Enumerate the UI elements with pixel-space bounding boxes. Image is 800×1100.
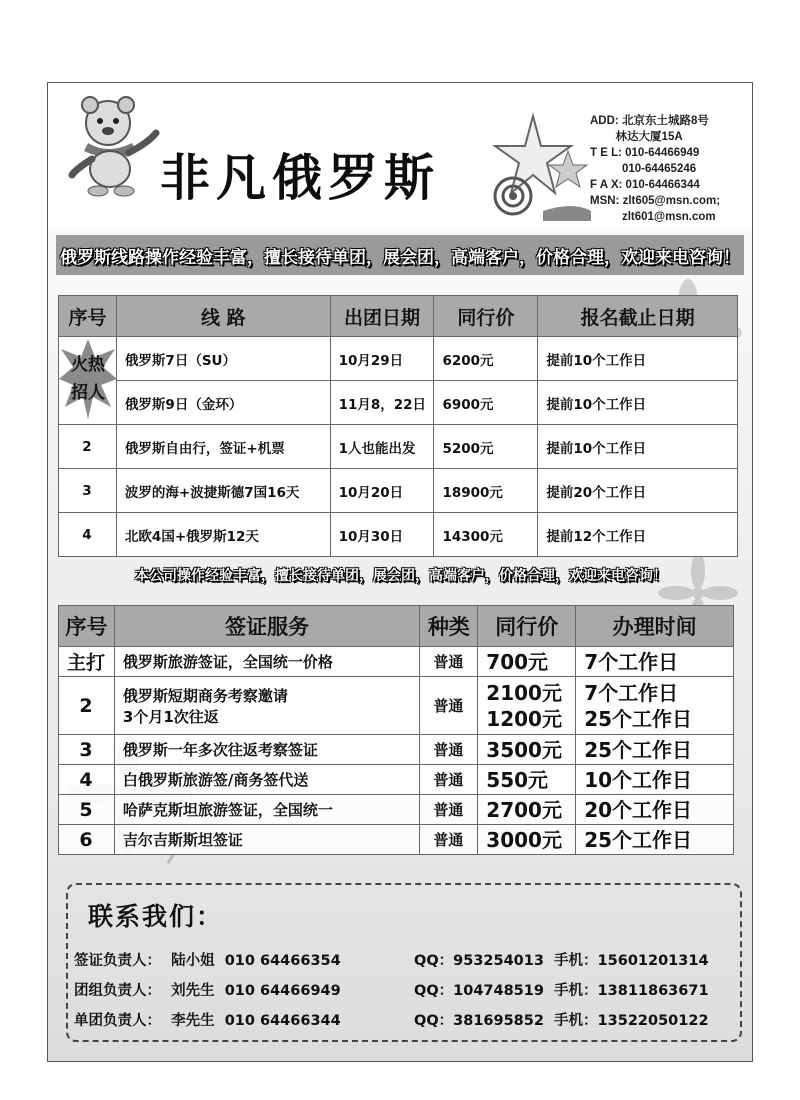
visa-table bbox=[58, 605, 734, 855]
type-cell: 普通 bbox=[420, 825, 478, 855]
route-cell: 俄罗斯9日（金环） bbox=[116, 381, 330, 425]
deadline-cell: 提前12个工作日 bbox=[538, 513, 738, 557]
contact-row: 团组负责人： 刘先生 010 64466949 QQ：104748519 手机：13811863671 bbox=[74, 983, 709, 999]
price-cell: 3500元 bbox=[478, 735, 576, 765]
type-cell: 普通 bbox=[420, 647, 478, 677]
price-cell: 3000元 bbox=[478, 825, 576, 855]
no-cell: 4 bbox=[59, 765, 115, 795]
table-row bbox=[59, 735, 734, 765]
time-cell: 20个工作日 bbox=[576, 795, 734, 825]
table-row bbox=[59, 337, 738, 381]
route-cell: 俄罗斯7日（SU） bbox=[116, 337, 330, 381]
col-price: 同行价 bbox=[434, 296, 538, 337]
time-cell: 25个工作日 bbox=[576, 735, 734, 765]
table-row bbox=[59, 381, 738, 425]
table-row bbox=[59, 647, 734, 677]
date-cell: 10月30日 bbox=[330, 513, 434, 557]
hot-badge: 火热 招人 bbox=[59, 337, 117, 425]
col-service: 签证服务 bbox=[114, 606, 419, 647]
bear-mascot-icon bbox=[66, 93, 161, 198]
table-row bbox=[59, 795, 734, 825]
brand-title: 非凡俄罗斯 bbox=[160, 149, 440, 207]
slogan-line: 本公司操作经验丰富，擅长接待单团，展会团，高端客户，价格合理，欢迎来电咨询！ bbox=[135, 568, 667, 584]
tour-table bbox=[58, 295, 738, 557]
time-cell: 7个工作日 bbox=[576, 647, 734, 677]
deadline-cell: 提前20个工作日 bbox=[538, 469, 738, 513]
price-cell: 2700元 bbox=[478, 795, 576, 825]
date-cell: 11月8，22日 bbox=[330, 381, 434, 425]
service-cell: 吉尔吉斯斯坦签证 bbox=[114, 825, 419, 855]
contact-title: 联系我们： bbox=[88, 902, 224, 931]
type-cell: 普通 bbox=[420, 765, 478, 795]
deadline-cell: 提前10个工作日 bbox=[538, 337, 738, 381]
slogan-banner: 俄罗斯线路操作经验丰富，擅长接待单团，展会团，高端客户，价格合理，欢迎来电咨询！ bbox=[56, 235, 744, 275]
service-cell: 俄罗斯旅游签证，全国统一价格 bbox=[114, 647, 419, 677]
table-row bbox=[59, 425, 738, 469]
tour-table-header bbox=[59, 296, 738, 337]
contact-row: 单团负责人： 李先生 010 64466344 QQ：381695852 手机：13522050122 bbox=[74, 1013, 709, 1029]
route-cell: 波罗的海+波捷斯德7国16天 bbox=[116, 469, 330, 513]
service-cell: 俄罗斯一年多次往返考察签证 bbox=[114, 735, 419, 765]
price-cell: 5200元 bbox=[434, 425, 538, 469]
time-cell: 25个工作日 bbox=[576, 825, 734, 855]
address-block: ADD: 北京东土城路8号 林达大厦15A T E L: 010-64466949 010-64465246 F A X: 010-64466344 MSN: zlt605@msn.com; zlt601@msn.com bbox=[590, 115, 721, 223]
visa-table-header bbox=[59, 606, 734, 647]
col-route: 线 路 bbox=[116, 296, 330, 337]
price-cell: 18900元 bbox=[434, 469, 538, 513]
type-cell: 普通 bbox=[420, 735, 478, 765]
no-cell: 2 bbox=[59, 425, 117, 469]
date-cell: 10月29日 bbox=[330, 337, 434, 381]
date-cell: 1人也能出发 bbox=[330, 425, 434, 469]
flyer-page bbox=[47, 82, 753, 1062]
table-row bbox=[59, 825, 734, 855]
col-time: 办理时间 bbox=[576, 606, 734, 647]
no-cell: 6 bbox=[59, 825, 115, 855]
price-cell: 700元 bbox=[478, 647, 576, 677]
price-cell: 6900元 bbox=[434, 381, 538, 425]
deadline-cell: 提前10个工作日 bbox=[538, 381, 738, 425]
date-cell: 10月20日 bbox=[330, 469, 434, 513]
price-cell: 6200元 bbox=[434, 337, 538, 381]
type-cell: 普通 bbox=[420, 795, 478, 825]
no-cell: 3 bbox=[59, 469, 117, 513]
price-cell: 550元 bbox=[478, 765, 576, 795]
no-cell: 2 bbox=[59, 677, 115, 735]
contact-row: 签证负责人： 陆小姐 010 64466354 QQ：953254013 手机：15601201314 bbox=[74, 953, 709, 969]
route-cell: 俄罗斯自由行，签证+机票 bbox=[116, 425, 330, 469]
table-row bbox=[59, 513, 738, 557]
time-cell: 10个工作日 bbox=[576, 765, 734, 795]
price-cell: 2100元 1200元 bbox=[478, 677, 576, 735]
no-cell: 4 bbox=[59, 513, 117, 557]
no-cell: 3 bbox=[59, 735, 115, 765]
header bbox=[48, 83, 752, 228]
table-row bbox=[59, 677, 734, 735]
no-cell: 5 bbox=[59, 795, 115, 825]
route-cell: 北欧4国+俄罗斯12天 bbox=[116, 513, 330, 557]
col-no: 序号 bbox=[59, 606, 115, 647]
col-type: 种类 bbox=[420, 606, 478, 647]
type-cell: 普通 bbox=[420, 677, 478, 735]
deadline-cell: 提前10个工作日 bbox=[538, 425, 738, 469]
stars-decoration-icon bbox=[473, 111, 593, 221]
price-cell: 14300元 bbox=[434, 513, 538, 557]
no-cell: 主打 bbox=[59, 647, 115, 677]
contact-box bbox=[66, 883, 742, 1042]
time-cell: 7个工作日 25个工作日 bbox=[576, 677, 734, 735]
service-cell: 俄罗斯短期商务考察邀请 3个月1次往返 bbox=[114, 677, 419, 735]
col-deadline: 报名截止日期 bbox=[538, 296, 738, 337]
service-cell: 白俄罗斯旅游签/商务签代送 bbox=[114, 765, 419, 795]
col-date: 出团日期 bbox=[330, 296, 434, 337]
table-row bbox=[59, 765, 734, 795]
col-price: 同行价 bbox=[478, 606, 576, 647]
col-no: 序号 bbox=[59, 296, 117, 337]
service-cell: 哈萨克斯坦旅游签证，全国统一 bbox=[114, 795, 419, 825]
table-row bbox=[59, 469, 738, 513]
